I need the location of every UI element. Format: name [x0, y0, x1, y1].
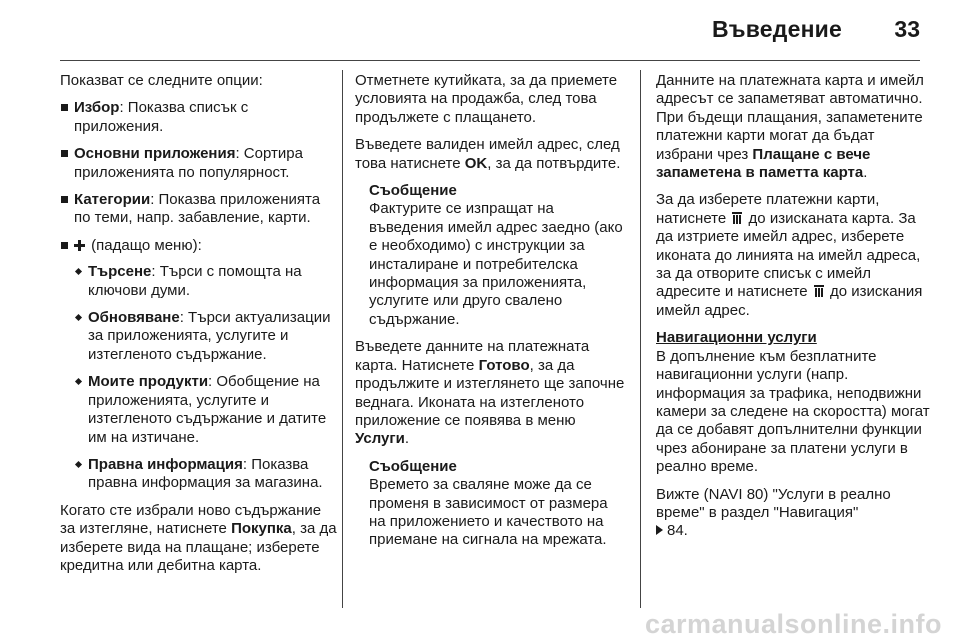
page-title: Въведение — [711, 16, 842, 42]
services-term: Услуги — [355, 430, 405, 448]
option-text: (падащо меню): — [87, 236, 202, 254]
options-list — [60, 99, 338, 492]
option-term: Категории — [74, 191, 151, 209]
option-text: : Търси с помощта на ключови думи. — [88, 263, 302, 299]
section-subheading: Навигационни услуги — [656, 329, 817, 347]
option-term: Правна информация — [88, 455, 243, 473]
dropdown-options-list — [74, 263, 338, 492]
dropdown-item — [74, 263, 338, 300]
terms-paragraph: Отметнете кутийката, за да приемете условията на продажба, след това продължете с плащането. — [355, 72, 618, 126]
note-text: Фактурите се изпращат на въведения имейл адрес заедно (ако е необходимо) с инструкции за инсталиране и потребителска информация за приложенията, услугите или друго свалено съдържание. — [369, 200, 623, 328]
header-divider — [60, 60, 920, 61]
column-divider — [640, 70, 641, 608]
option-text: : Сортира приложенията по популярност. — [74, 145, 303, 181]
note-block — [355, 458, 625, 550]
watermark: carmanualsonline.info — [644, 609, 942, 639]
note-title: Съобщение — [369, 182, 457, 200]
page-reference: 84. — [656, 522, 931, 540]
option-term: Обновяване — [88, 309, 180, 327]
options-intro: Показват се следните опции: — [60, 72, 263, 89]
plus-icon — [74, 240, 85, 251]
option-term: Моите продукти — [88, 373, 209, 391]
column-divider — [342, 70, 343, 608]
option-text: : Показва приложенията по теми, напр. забавление, карти. — [74, 191, 321, 227]
dropdown-item — [74, 456, 338, 493]
navigation-services-paragraph: В допълнение към безплатните навигационни услуги (напр. информация за трафика, неподвижни камери за следене на скоростта) могат да се добавят допълнителни функции чрез абониране за платени услуги в реално време. — [656, 347, 930, 476]
option-term: Търсене — [88, 263, 152, 281]
column-3 — [656, 72, 931, 550]
option-item — [60, 145, 338, 182]
dropdown-item — [74, 309, 338, 364]
ok-term: OK — [464, 154, 488, 172]
option-term: Избор — [74, 99, 120, 117]
option-text: : Показва правна информация за магазина. — [88, 455, 323, 492]
option-item — [60, 99, 338, 136]
option-item — [60, 191, 338, 228]
column-1 — [60, 72, 338, 584]
option-item — [60, 237, 338, 493]
page-number: 33 — [894, 16, 920, 42]
cross-reference: Вижте (NAVI 80) "Услуги в реално време" в раздел "Навигация" — [656, 485, 891, 521]
trash-icon — [732, 212, 742, 224]
column-2 — [355, 72, 625, 559]
trash-icon — [814, 285, 824, 297]
option-term: Основни приложения — [74, 145, 236, 163]
option-text: : Търси актуализации за приложенията, услугите и изтегленото съдържание. — [88, 309, 331, 363]
saved-card-term: Плащане с вече запаметена в паметта карта — [656, 145, 871, 182]
note-title: Съобщение — [369, 457, 457, 475]
email-paragraph: Въведете валиден имейл адрес, след това натиснете OK, за да потвърдите. — [355, 136, 621, 172]
arrow-right-icon — [656, 525, 663, 535]
option-text: : Показва списък с приложения. — [74, 99, 249, 135]
saved-card-paragraph: Данните на платежната карта и имейл адресът се запаметяват автоматично. При бъдещи плащания, запаметените платежни карти могат да бъдат избрани чрез Плащане с вече запаметена в паметта карта. — [656, 72, 924, 182]
delete-paragraph: За да изберете платежни карти, натиснете до изисканата карта. За да изтриете имейл адрес, изберете иконата до линията на имейл адреса, за да отворите списък с имейл адресите и натиснете до изискания имейл адрес. — [656, 191, 923, 319]
note-block — [355, 182, 625, 329]
note-text: Времето за сваляне може да се променя в зависимост от размера на приложението и качеството на приемане на сигнала на мрежата. — [369, 476, 608, 549]
purchase-term: Покупка — [231, 520, 292, 538]
option-text: : Обобщение на приложенията, услугите и изтегленото съдържание и датите им на изтичане. — [88, 373, 327, 446]
done-term: Готово — [478, 356, 530, 374]
dropdown-item — [74, 373, 338, 447]
card-paragraph: Въведете данните на платежната карта. Натиснете Готово, за да продължите и изтеглянето ще започне веднага. Иконата на изтегленото приложение се появява в меню Услуги. — [355, 338, 625, 448]
purchase-paragraph: Когато сте избрали ново съдържание за изтегляне, натиснете Покупка, за да изберете вида на плащане; изберете кредитна или дебитна карта. — [60, 501, 337, 574]
